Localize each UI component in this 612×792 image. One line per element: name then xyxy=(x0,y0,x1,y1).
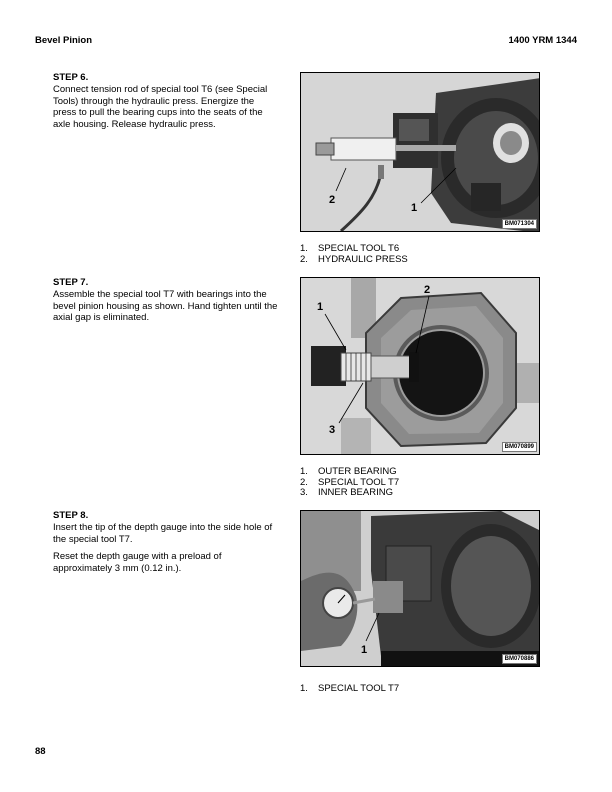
document-code: 1400 YRM 1344 xyxy=(508,35,577,46)
depth-gauge-photo xyxy=(301,511,540,667)
callout-1: 1 xyxy=(361,644,368,656)
figure-code: BM070899 xyxy=(502,442,537,452)
step-paragraph: Reset the depth gauge with a preload of approximately 3 mm (0.12 in.). xyxy=(53,551,222,574)
step-7-figure xyxy=(300,277,540,455)
callout-2: 2 xyxy=(424,284,431,296)
callout-1: 1 xyxy=(317,301,324,313)
step-title: STEP 7. xyxy=(53,277,89,288)
legend-item: 1. SPECIAL TOOL T6 xyxy=(300,243,400,254)
step-6-figure xyxy=(300,72,540,232)
callout-1: 1 xyxy=(411,202,418,214)
legend-item: 3. INNER BEARING xyxy=(300,487,393,498)
section-title: Bevel Pinion xyxy=(35,35,93,46)
figure-code: BM071304 xyxy=(502,219,537,229)
step-8-legend xyxy=(300,684,399,695)
legend-item: 1. SPECIAL TOOL T7 xyxy=(300,683,400,694)
step-paragraph: Assemble the special tool T7 with bearings into the bevel pinion housing as shown. Hand tighten until the axial gap is eliminated. xyxy=(53,289,278,324)
legend-item: 2. HYDRAULIC PRESS xyxy=(300,253,408,265)
step-7 xyxy=(53,277,278,324)
callout-3: 3 xyxy=(329,424,336,436)
legend-item: 1. OUTER BEARING xyxy=(300,466,397,477)
step-8 xyxy=(53,510,278,574)
step-6 xyxy=(53,72,278,130)
step-paragraph: Insert the tip of the depth gauge into the side hole of the special tool T7. xyxy=(53,522,273,545)
step-title: STEP 8. xyxy=(53,510,89,521)
step-title: STEP 6. xyxy=(53,72,89,83)
step-7-legend xyxy=(300,467,399,499)
legend-item: 2. SPECIAL TOOL T7 xyxy=(300,476,400,488)
hydraulic-press-photo xyxy=(301,73,540,232)
step-6-legend xyxy=(300,244,408,265)
step-paragraph: Connect tension rod of special tool T6 (see Special Tools) through the hydraulic press. Energize the press to pull the bearing cups into the seats of the axle housing. Release hydraulic press. xyxy=(53,84,268,130)
step-8-figure xyxy=(300,510,540,667)
bevel-pinion-housing-photo xyxy=(301,278,540,455)
callout-2: 2 xyxy=(329,194,336,206)
page-number: 88 xyxy=(35,746,46,757)
figure-code: BM070886 xyxy=(502,654,537,664)
